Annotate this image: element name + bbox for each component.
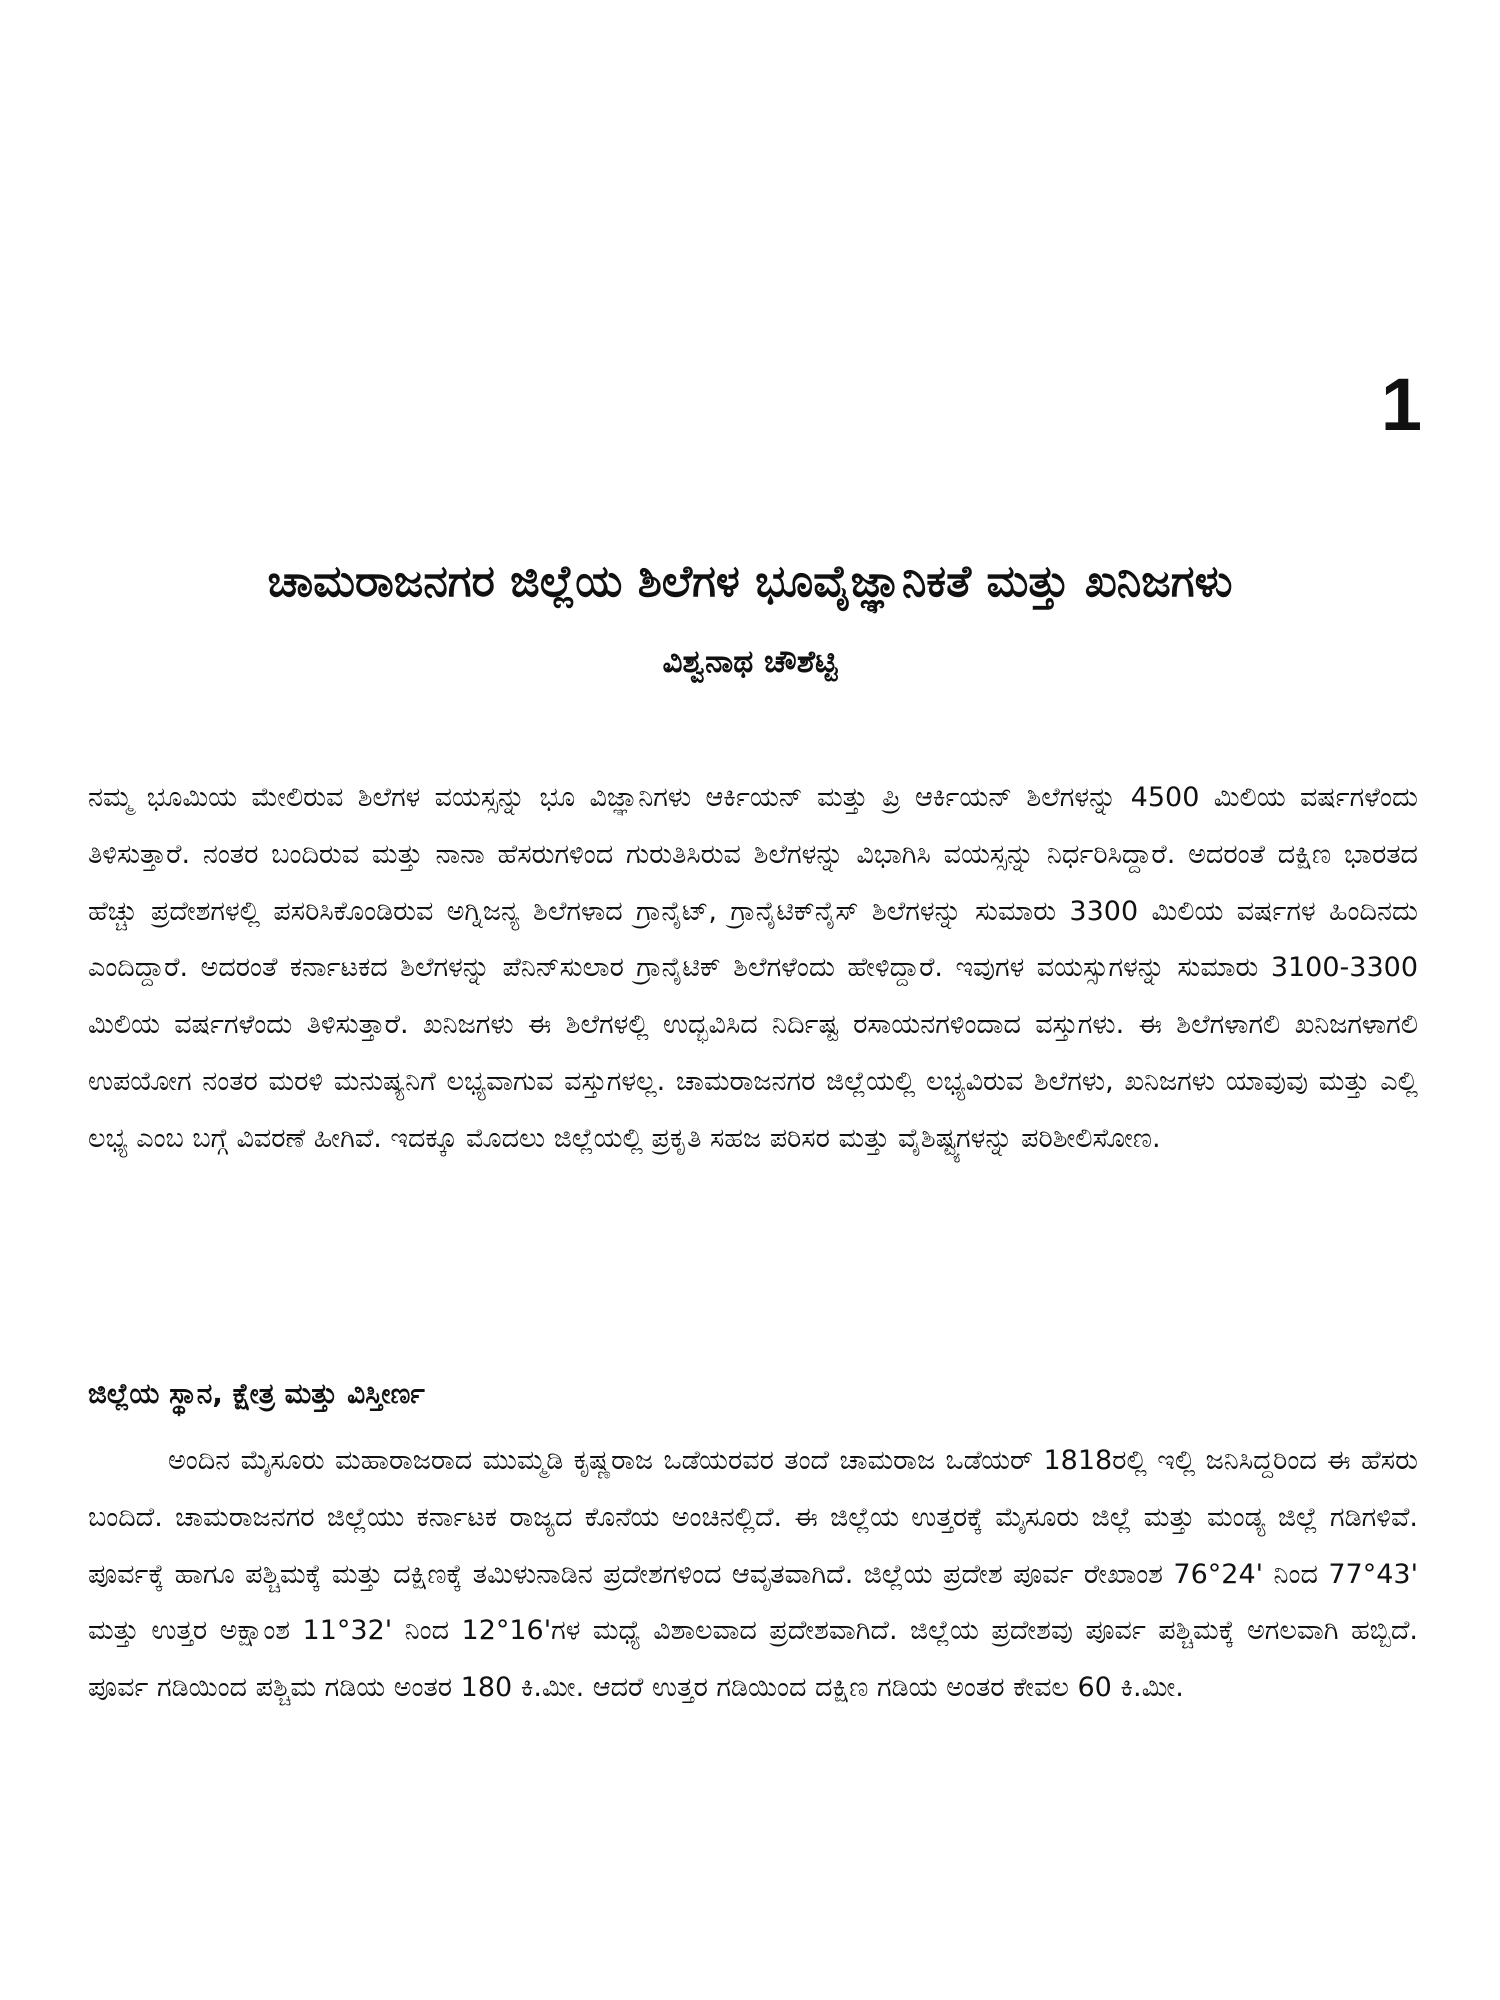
- author-name: ವಿಶ್ವನಾಥ ಚೌಶೆಟ್ಟಿ: [662, 644, 838, 680]
- chapter-number: 1: [1380, 363, 1422, 446]
- intro-paragraph: ನಮ್ಮ ಭೂಮಿಯ ಮೇಲಿರುವ ಶಿಲೆಗಳ ವಯಸ್ಸನ್ನು ಭೂ ವಿಜ್ಞಾನಿಗಳು ಆರ್ಕಿಯನ್ ಮತ್ತು ಪ್ರಿ ಆರ್ಕಿಯನ್ ಶಿಲೆಗಳನ್ನು 4500 ಮಿಲಿಯ ವರ್ಷಗಳೆಂದು ತಿಳಿಸುತ್ತಾರೆ. ನಂತರ ಬಂದಿರುವ ಮತ್ತು ನಾನಾ ಹೆಸರುಗಳಿಂದ ಗುರುತಿಸಿರುವ ಶಿಲೆಗಳನ್ನು ವಿಭಾಗಿಸಿ ವಯಸ್ಸನ್ನು ನಿರ್ಧರಿಸಿದ್ದಾರೆ. ಅದರಂತೆ ದಕ್ಷಿಣ ಭಾರತದ ಹೆಚ್ಚು ಪ್ರದೇಶಗಳಲ್ಲಿ ಪಸರಿಸಿಕೊಂಡಿರುವ ಅಗ್ನಿಜನ್ಯ ಶಿಲೆಗಳಾದ ಗ್ರಾನೈಟ್, ಗ್ರಾನೈಟಿಕ್‌ನೈಸ್ ಶಿಲೆಗಳನ್ನು ಸುಮಾರು 3300 ಮಿಲಿಯ ವರ್ಷಗಳ ಹಿಂದಿನದು ಎಂದಿದ್ದಾರೆ. ಅದರಂತೆ ಕರ್ನಾಟಕದ ಶಿಲೆಗಳನ್ನು ಪೆನಿನ್‌ಸುಲಾರ ಗ್ರಾನೈಟಿಕ್ ಶಿಲೆಗಳೆಂದು ಹೇಳಿದ್ದಾರೆ. ಇವುಗಳ ವಯಸ್ಸುಗಳನ್ನು ಸುಮಾರು 3100-3300 ಮಿಲಿಯ ವರ್ಷಗಳೆಂದು ತಿಳಿಸುತ್ತಾರೆ. ಖನಿಜಗಳು ಈ ಶಿಲೆಗಳಲ್ಲಿ ಉದ್ಭವಿಸಿದ ನಿರ್ದಿಷ್ಟ ರಸಾಯನಗಳಿಂದಾದ ವಸ್ತುಗಳು. ಈ ಶಿಲೆಗಳಾಗಲಿ ಖನಿಜಗಳಾಗಲಿ ಉಪಯೋಗ ನಂತರ ಮರಳಿ ಮನುಷ್ಯನಿಗೆ ಲಭ್ಯವಾಗುವ ವಸ್ತುಗಳಲ್ಲ. ಚಾಮರಾಜನಗರ ಜಿಲ್ಲೆಯಲ್ಲಿ ಲಭ್ಯವಿರುವ ಶಿಲೆಗಳು, ಖನಿಜಗಳು ಯಾವುವು ಮತ್ತು ಎಲ್ಲಿ ಲಭ್ಯ ಎಂಬ ಬಗ್ಗೆ ವಿವರಣೆ ಹೀಗಿವೆ. ಇದಕ್ಕೂ ಮೊದಲು ಜಿಲ್ಲೆಯಲ್ಲಿ ಪ್ರಕೃತಿ ಸಹಜ ಪರಿಸರ ಮತ್ತು ವೈಶಿಷ್ಟ್ಯಗಳನ್ನು ಪರಿಶೀಲಿಸೋಣ.: [88, 782, 1418, 1154]
- body-paragraph: ಅಂದಿನ ಮೈಸೂರು ಮಹಾರಾಜರಾದ ಮುಮ್ಮಡಿ ಕೃಷ್ಣರಾಜ ಒಡೆಯರವರ ತಂದೆ ಚಾಮರಾಜ ಒಡೆಯರ್ 1818ರಲ್ಲಿ ಇಲ್ಲಿ ಜನಿಸಿದ್ದರಿಂದ ಈ ಹೆಸರು ಬಂದಿದೆ. ಚಾಮರಾಜನಗರ ಜಿಲ್ಲೆಯು ಕರ್ನಾಟಕ ರಾಜ್ಯದ ಕೊನೆಯ ಅಂಚಿನಲ್ಲಿದೆ. ಈ ಜಿಲ್ಲೆಯ ಉತ್ತರಕ್ಕೆ ಮೈಸೂರು ಜಿಲ್ಲೆ ಮತ್ತು ಮಂಡ್ಯ ಜಿಲ್ಲೆ ಗಡಿಗಳಿವೆ. ಪೂರ್ವಕ್ಕೆ ಹಾಗೂ ಪಶ್ಚಿಮಕ್ಕೆ ಮತ್ತು ದಕ್ಷಿಣಕ್ಕೆ ತಮಿಳುನಾಡಿನ ಪ್ರದೇಶಗಳಿಂದ ಆವೃತವಾಗಿದೆ. ಜಿಲ್ಲೆಯ ಪ್ರದೇಶ ಪೂರ್ವ ರೇಖಾಂಶ 76°24' ನಿಂದ 77°43' ಮತ್ತು ಉತ್ತರ ಅಕ್ಷಾಂಶ 11°32' ನಿಂದ 12°16'ಗಳ ಮಧ್ಯೆ ವಿಶಾಲವಾದ ಪ್ರದೇಶವಾಗಿದೆ. ಜಿಲ್ಲೆಯ ಪ್ರದೇಶವು ಪೂರ್ವ ಪಶ್ಚಿಮಕ್ಕೆ ಅಗಲವಾಗಿ ಹಬ್ಬಿದೆ. ಪೂರ್ವ ಗಡಿಯಿಂದ ಪಶ್ಚಿಮ ಗಡಿಯ ಅಂತರ 180 ಕಿ.ಮೀ. ಆದರೆ ಉತ್ತರ ಗಡಿಯಿಂದ ದಕ್ಷಿಣ ಗಡಿಯ ಅಂತರ ಕೇವಲ 60 ಕಿ.ಮೀ.: [88, 1445, 1418, 1704]
- article-title: ಚಾಮರಾಜನಗರ ಜಿಲ್ಲೆಯ ಶಿಲೆಗಳ ಭೂವೈಜ್ಞಾನಿಕತೆ ಮತ್ತು ಖನಿಜಗಳು: [267, 556, 1233, 607]
- section-heading: ಜಿಲ್ಲೆಯ ಸ್ಥಾನ, ಕ್ಷೇತ್ರ ಮತ್ತು ವಿಸ್ತೀರ್ಣ: [88, 1377, 425, 1410]
